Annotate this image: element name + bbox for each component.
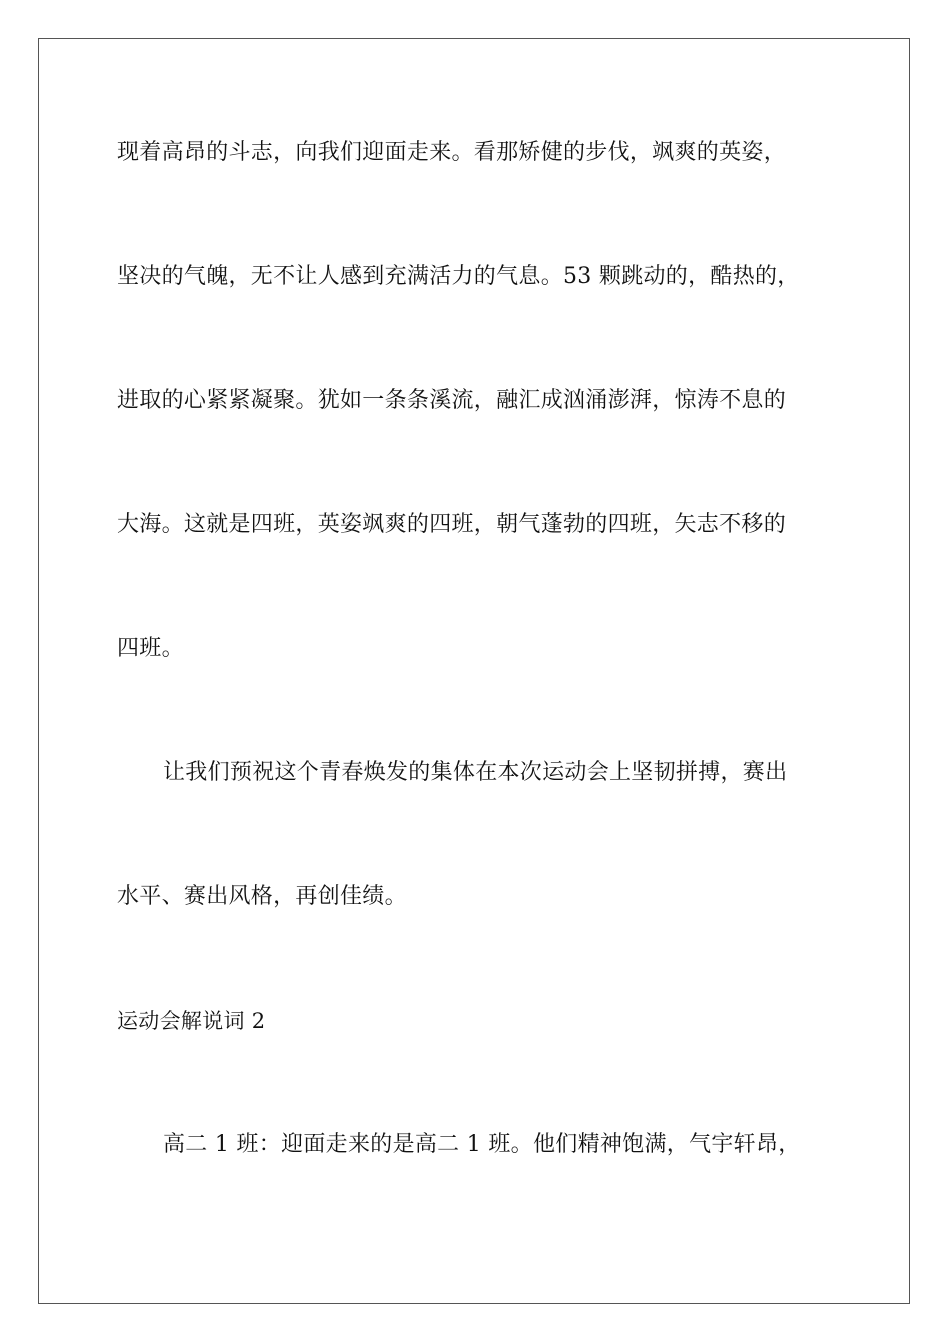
- paragraph-3-line-1: 高二 1 班：迎面走来的是高二 1 班。他们精神饱满，气宇轩昂，: [163, 1132, 801, 1157]
- paragraph-1-line-5: 四班。: [117, 636, 184, 661]
- paragraph-1-line-4: 大海。这就是四班，英姿飒爽的四班，朝气蓬勃的四班，矢志不移的: [117, 512, 787, 537]
- section-heading: 运动会解说词 2: [117, 1009, 266, 1033]
- paragraph-1-line-1: 现着高昂的斗志，向我们迎面走来。看那矫健的步伐，飒爽的英姿，: [117, 140, 787, 165]
- page-border: [38, 38, 910, 1304]
- paragraph-2-line-1: 让我们预祝这个青春焕发的集体在本次运动会上坚韧拼搏，赛出: [163, 760, 788, 785]
- paragraph-1-line-3: 进取的心紧紧凝聚。犹如一条条溪流，融汇成汹涌澎湃，惊涛不息的: [117, 388, 787, 413]
- paragraph-1-line-2: 坚决的气魄，无不让人感到充满活力的气息。53 颗跳动的，酷热的，: [117, 264, 800, 289]
- paragraph-2-line-2: 水平、赛出风格，再创佳绩。: [117, 884, 407, 909]
